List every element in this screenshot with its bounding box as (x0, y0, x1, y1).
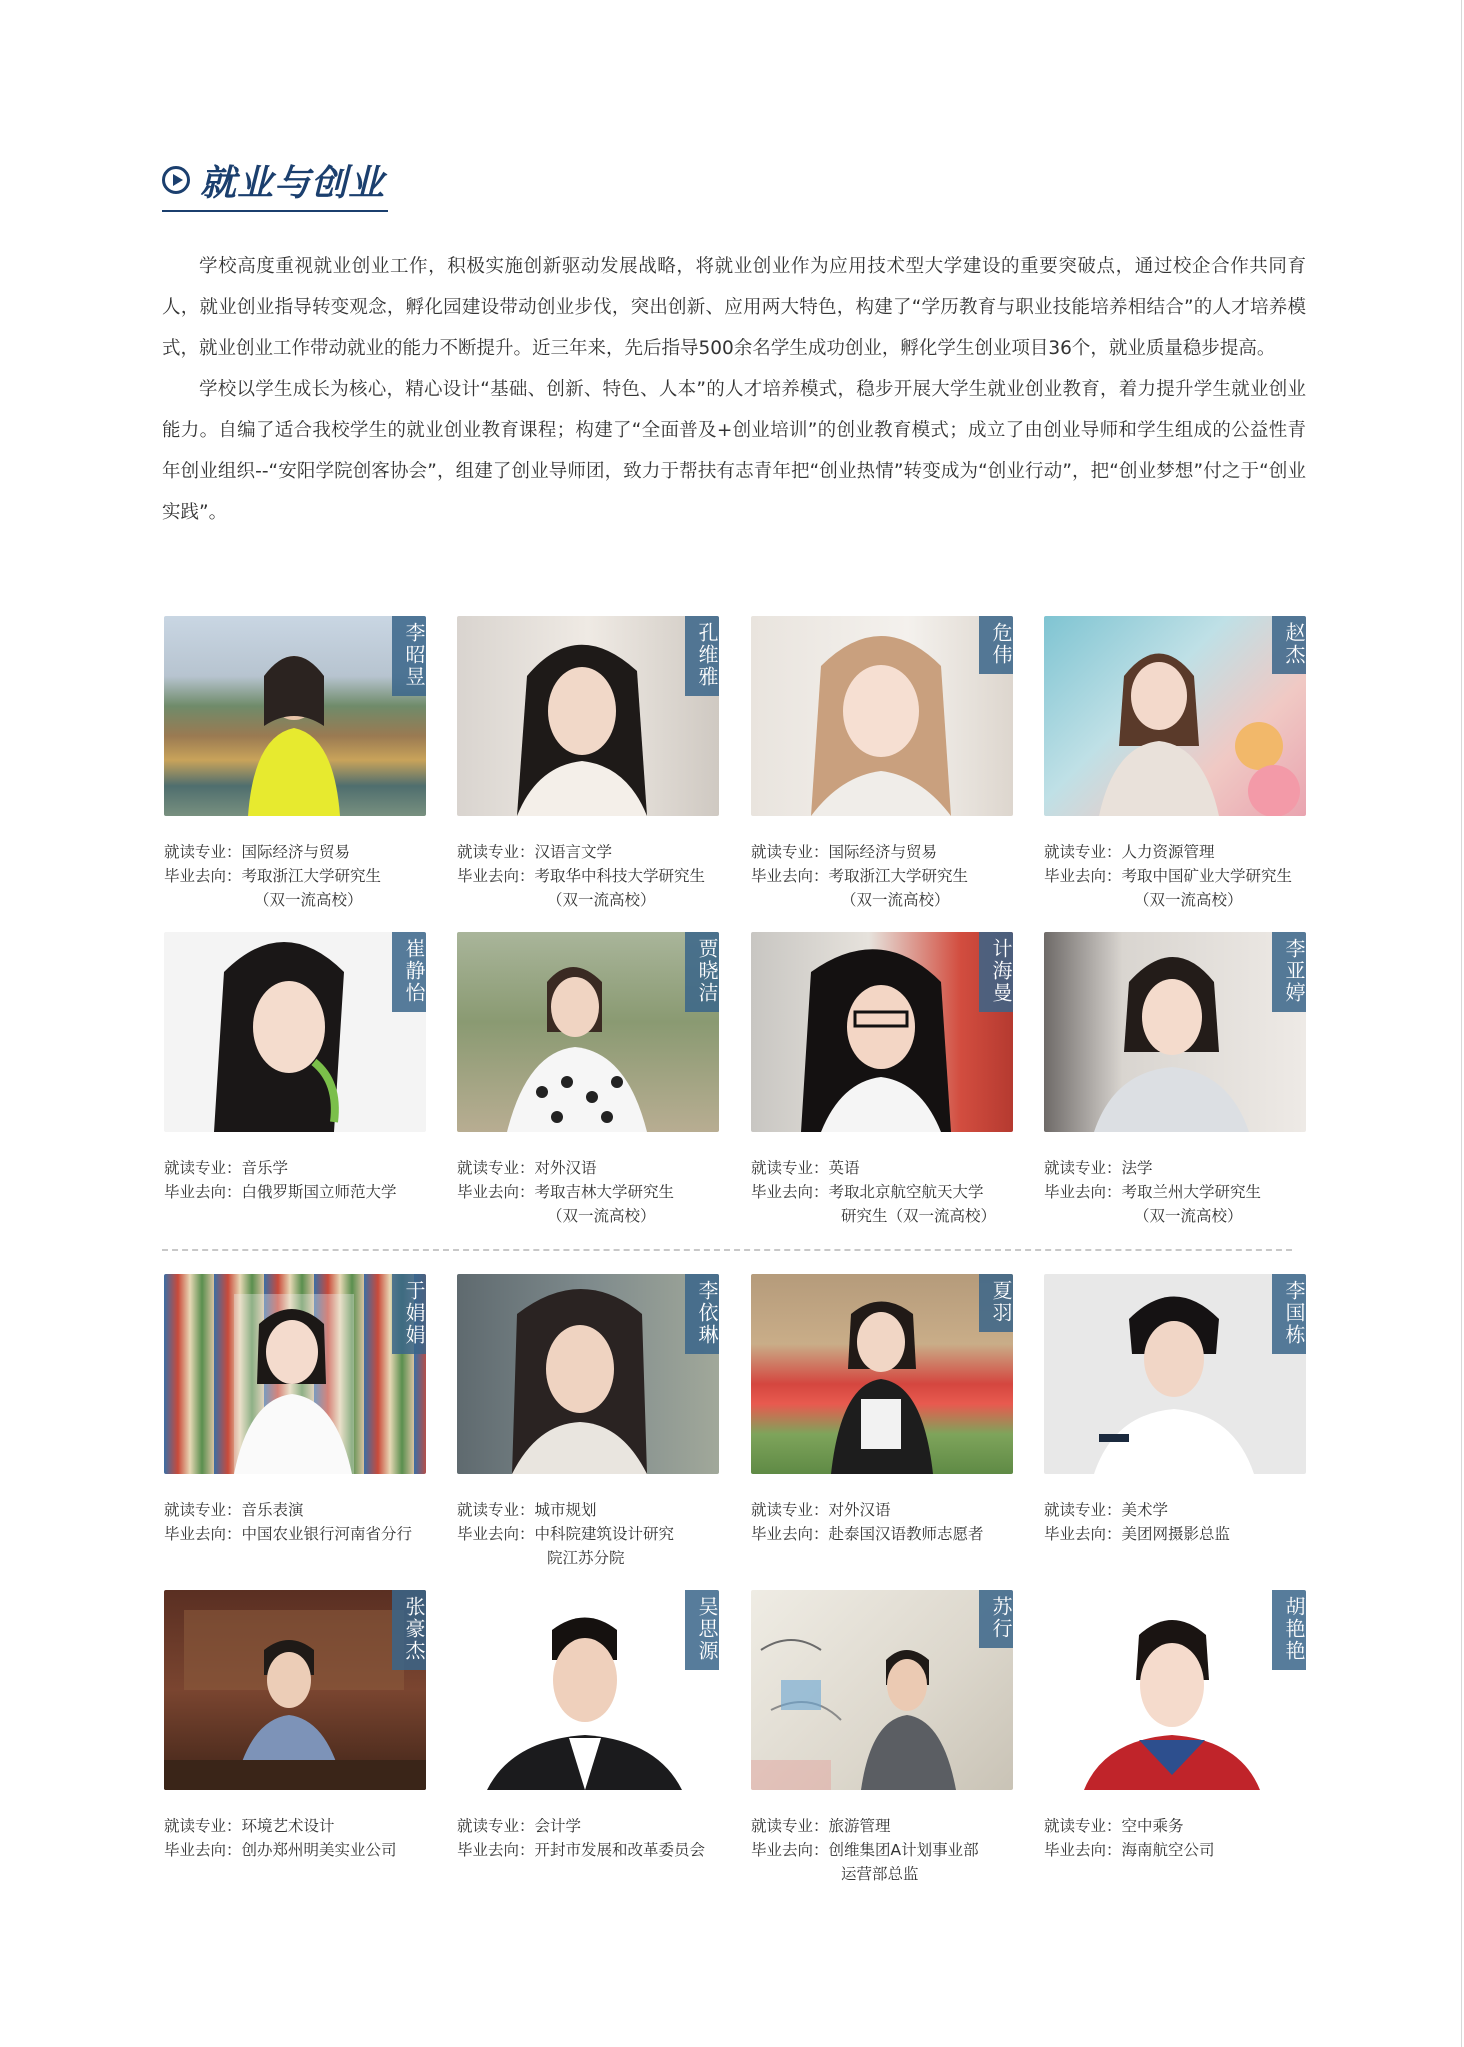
student-destination: 考取吉林大学研究生 (534, 1183, 675, 1201)
student-photo (751, 1274, 1013, 1474)
student-card (751, 1274, 1013, 1546)
student-destination: 白俄罗斯国立师范大学 (241, 1183, 397, 1201)
student-card (751, 616, 1013, 912)
student-info: 就读专业： 城市规划 毕业去向： 中科院建筑设计研究 院江苏分院 (457, 1498, 719, 1570)
student-major: 英语 (828, 1159, 860, 1177)
student-info: 就读专业： 空中乘务 毕业去向： 海南航空公司 (1044, 1814, 1306, 1862)
student-destination: 考取中国矿业大学研究生 (1121, 867, 1293, 885)
student-card (751, 1590, 1013, 1886)
student-photo (751, 616, 1013, 816)
intro-paragraph-1: 学校高度重视就业创业工作，积极实施创新驱动发展战略，将就业创业作为应用技术型大学建设的重要突破点，通过校企合作共同育人，就业创业指导转变观念，孵化园建设带动创业步伐，突出创新、应用两大特色，构建了“学历教育与职业技能培养相结合”的人才培养模式，就业创业工作带动就业的能力不断提升。近三年来，先后指导500余名学生成功创业，孵化学生创业项目36个，就业质量稳步提高。 (162, 256, 1306, 359)
student-card (1044, 616, 1306, 912)
student-major: 旅游管理 (828, 1817, 891, 1835)
student-photo (457, 1590, 719, 1790)
student-photo (457, 1274, 719, 1474)
student-photo (164, 616, 426, 816)
student-destination: 创维集团A计划事业部 (828, 1841, 979, 1859)
student-destination-note: （双一流高校） (1134, 1207, 1243, 1225)
student-major: 音乐学 (241, 1159, 289, 1177)
student-card (1044, 1590, 1306, 1862)
page-edge (1461, 0, 1462, 2047)
student-major: 国际经济与贸易 (828, 843, 938, 861)
student-destination-note: 院江苏分院 (547, 1549, 625, 1567)
student-name-tag: 吴思源 (685, 1590, 719, 1670)
student-destination: 赴泰国汉语教师志愿者 (828, 1525, 984, 1543)
student-info: 就读专业： 对外汉语 毕业去向： 赴泰国汉语教师志愿者 (751, 1498, 1013, 1546)
student-card (164, 1274, 426, 1546)
student-info: 就读专业： 人力资源管理 毕业去向： 考取中国矿业大学研究生 （双一流高校） (1044, 840, 1306, 912)
student-name-tag: 孔维雅 (685, 616, 719, 696)
section-header (162, 150, 385, 210)
student-info: 就读专业： 音乐学 毕业去向： 白俄罗斯国立师范大学 (164, 1156, 426, 1204)
student-name-tag: 李昭昱 (392, 616, 426, 696)
student-card (164, 616, 426, 912)
student-destination: 海南航空公司 (1121, 1841, 1215, 1859)
student-destination: 创办郑州明美实业公司 (241, 1841, 397, 1859)
section-divider (162, 1249, 1292, 1251)
student-destination: 考取浙江大学研究生 (241, 867, 382, 885)
student-name-tag: 崔静怡 (392, 932, 426, 1012)
student-destination: 美团网摄影总监 (1121, 1525, 1231, 1543)
student-name-tag: 赵杰 (1272, 616, 1306, 674)
student-destination-note: （双一流高校） (1134, 891, 1243, 909)
page-title: 就业与创业 (200, 162, 386, 204)
student-destination-note: （双一流高校） (547, 891, 656, 909)
student-photo (1044, 616, 1306, 816)
student-name-tag: 危伟 (979, 616, 1013, 674)
student-destination: 考取华中科技大学研究生 (534, 867, 706, 885)
student-photo (1044, 1590, 1306, 1790)
student-destination-note: （双一流高校） (254, 891, 363, 909)
student-card (1044, 932, 1306, 1228)
student-photo (751, 932, 1013, 1132)
student-major: 法学 (1121, 1159, 1153, 1177)
student-major: 空中乘务 (1121, 1817, 1184, 1835)
student-card (1044, 1274, 1306, 1546)
student-card (457, 1274, 719, 1570)
student-major: 环境艺术设计 (241, 1817, 335, 1835)
student-destination: 考取兰州大学研究生 (1121, 1183, 1262, 1201)
student-info: 就读专业： 音乐表演 毕业去向： 中国农业银行河南省分行 (164, 1498, 426, 1546)
play-circle-icon (162, 166, 190, 194)
student-card (164, 932, 426, 1204)
student-destination: 开封市发展和改革委员会 (534, 1841, 706, 1859)
student-card (164, 1590, 426, 1862)
student-major: 对外汉语 (828, 1501, 891, 1519)
intro-paragraph-2: 学校以学生成长为核心，精心设计“基础、创新、特色、人本”的人才培养模式，稳步开展大学生就业创业教育，着力提升学生就业创业能力。自编了适合我校学生的就业创业教育课程；构建了“全面普及+创业培训”的创业教育模式；成立了由创业导师和学生组成的公益性青年创业组织--“安阳学院创客协会”，组建了创业导师团，致力于帮扶有志青年把“创业热情”转变成为“创业行动”，把“创业梦想”付之于“创业实践”。 (162, 379, 1306, 523)
student-major: 人力资源管理 (1121, 843, 1215, 861)
student-info: 就读专业： 美术学 毕业去向： 美团网摄影总监 (1044, 1498, 1306, 1546)
student-photo (164, 932, 426, 1132)
student-info: 就读专业： 会计学 毕业去向： 开封市发展和改革委员会 (457, 1814, 719, 1862)
student-destination-note: 研究生（双一流高校） (841, 1207, 997, 1225)
student-major: 美术学 (1121, 1501, 1169, 1519)
student-name-tag: 李亚婷 (1272, 932, 1306, 1012)
student-name-tag: 于娟娟 (392, 1274, 426, 1354)
student-destination-note: （双一流高校） (841, 891, 950, 909)
student-photo (457, 616, 719, 816)
student-destination: 中科院建筑设计研究 (534, 1525, 675, 1543)
student-name-tag: 李依琳 (685, 1274, 719, 1354)
intro-text (162, 246, 1306, 533)
student-destination-note: （双一流高校） (547, 1207, 656, 1225)
student-info: 就读专业： 英语 毕业去向： 考取北京航空航天大学 研究生（双一流高校） (751, 1156, 1013, 1228)
student-card (751, 932, 1013, 1228)
student-name-tag: 苏行 (979, 1590, 1013, 1648)
student-destination-note: 运营部总监 (841, 1865, 919, 1883)
student-destination: 中国农业银行河南省分行 (241, 1525, 413, 1543)
student-info: 就读专业： 旅游管理 毕业去向： 创维集团A计划事业部 运营部总监 (751, 1814, 1013, 1886)
student-major: 城市规划 (534, 1501, 597, 1519)
student-major: 会计学 (534, 1817, 582, 1835)
student-major: 音乐表演 (241, 1501, 304, 1519)
student-destination: 考取北京航空航天大学 (828, 1183, 984, 1201)
student-photo (164, 1274, 426, 1474)
student-photo (751, 1590, 1013, 1790)
student-major: 对外汉语 (534, 1159, 597, 1177)
student-info: 就读专业： 汉语言文学 毕业去向： 考取华中科技大学研究生 （双一流高校） (457, 840, 719, 912)
student-photo (1044, 1274, 1306, 1474)
student-photo (164, 1590, 426, 1790)
student-info: 就读专业： 国际经济与贸易 毕业去向： 考取浙江大学研究生 （双一流高校） (164, 840, 426, 912)
student-destination: 考取浙江大学研究生 (828, 867, 969, 885)
student-name-tag: 夏羽 (979, 1274, 1013, 1332)
student-name-tag: 胡艳艳 (1272, 1590, 1306, 1670)
student-name-tag: 计海曼 (979, 932, 1013, 1012)
student-card (457, 1590, 719, 1862)
student-info: 就读专业： 环境艺术设计 毕业去向： 创办郑州明美实业公司 (164, 1814, 426, 1862)
student-card (457, 932, 719, 1228)
student-info: 就读专业： 对外汉语 毕业去向： 考取吉林大学研究生 （双一流高校） (457, 1156, 719, 1228)
student-name-tag: 贾晓洁 (685, 932, 719, 1012)
student-card (457, 616, 719, 912)
student-photo (1044, 932, 1306, 1132)
student-photo (457, 932, 719, 1132)
student-major: 国际经济与贸易 (241, 843, 351, 861)
student-major: 汉语言文学 (534, 843, 613, 861)
student-info: 就读专业： 法学 毕业去向： 考取兰州大学研究生 （双一流高校） (1044, 1156, 1306, 1228)
student-name-tag: 李国栋 (1272, 1274, 1306, 1354)
student-info: 就读专业： 国际经济与贸易 毕业去向： 考取浙江大学研究生 （双一流高校） (751, 840, 1013, 912)
student-name-tag: 张豪杰 (392, 1590, 426, 1670)
title-underline (162, 210, 388, 212)
